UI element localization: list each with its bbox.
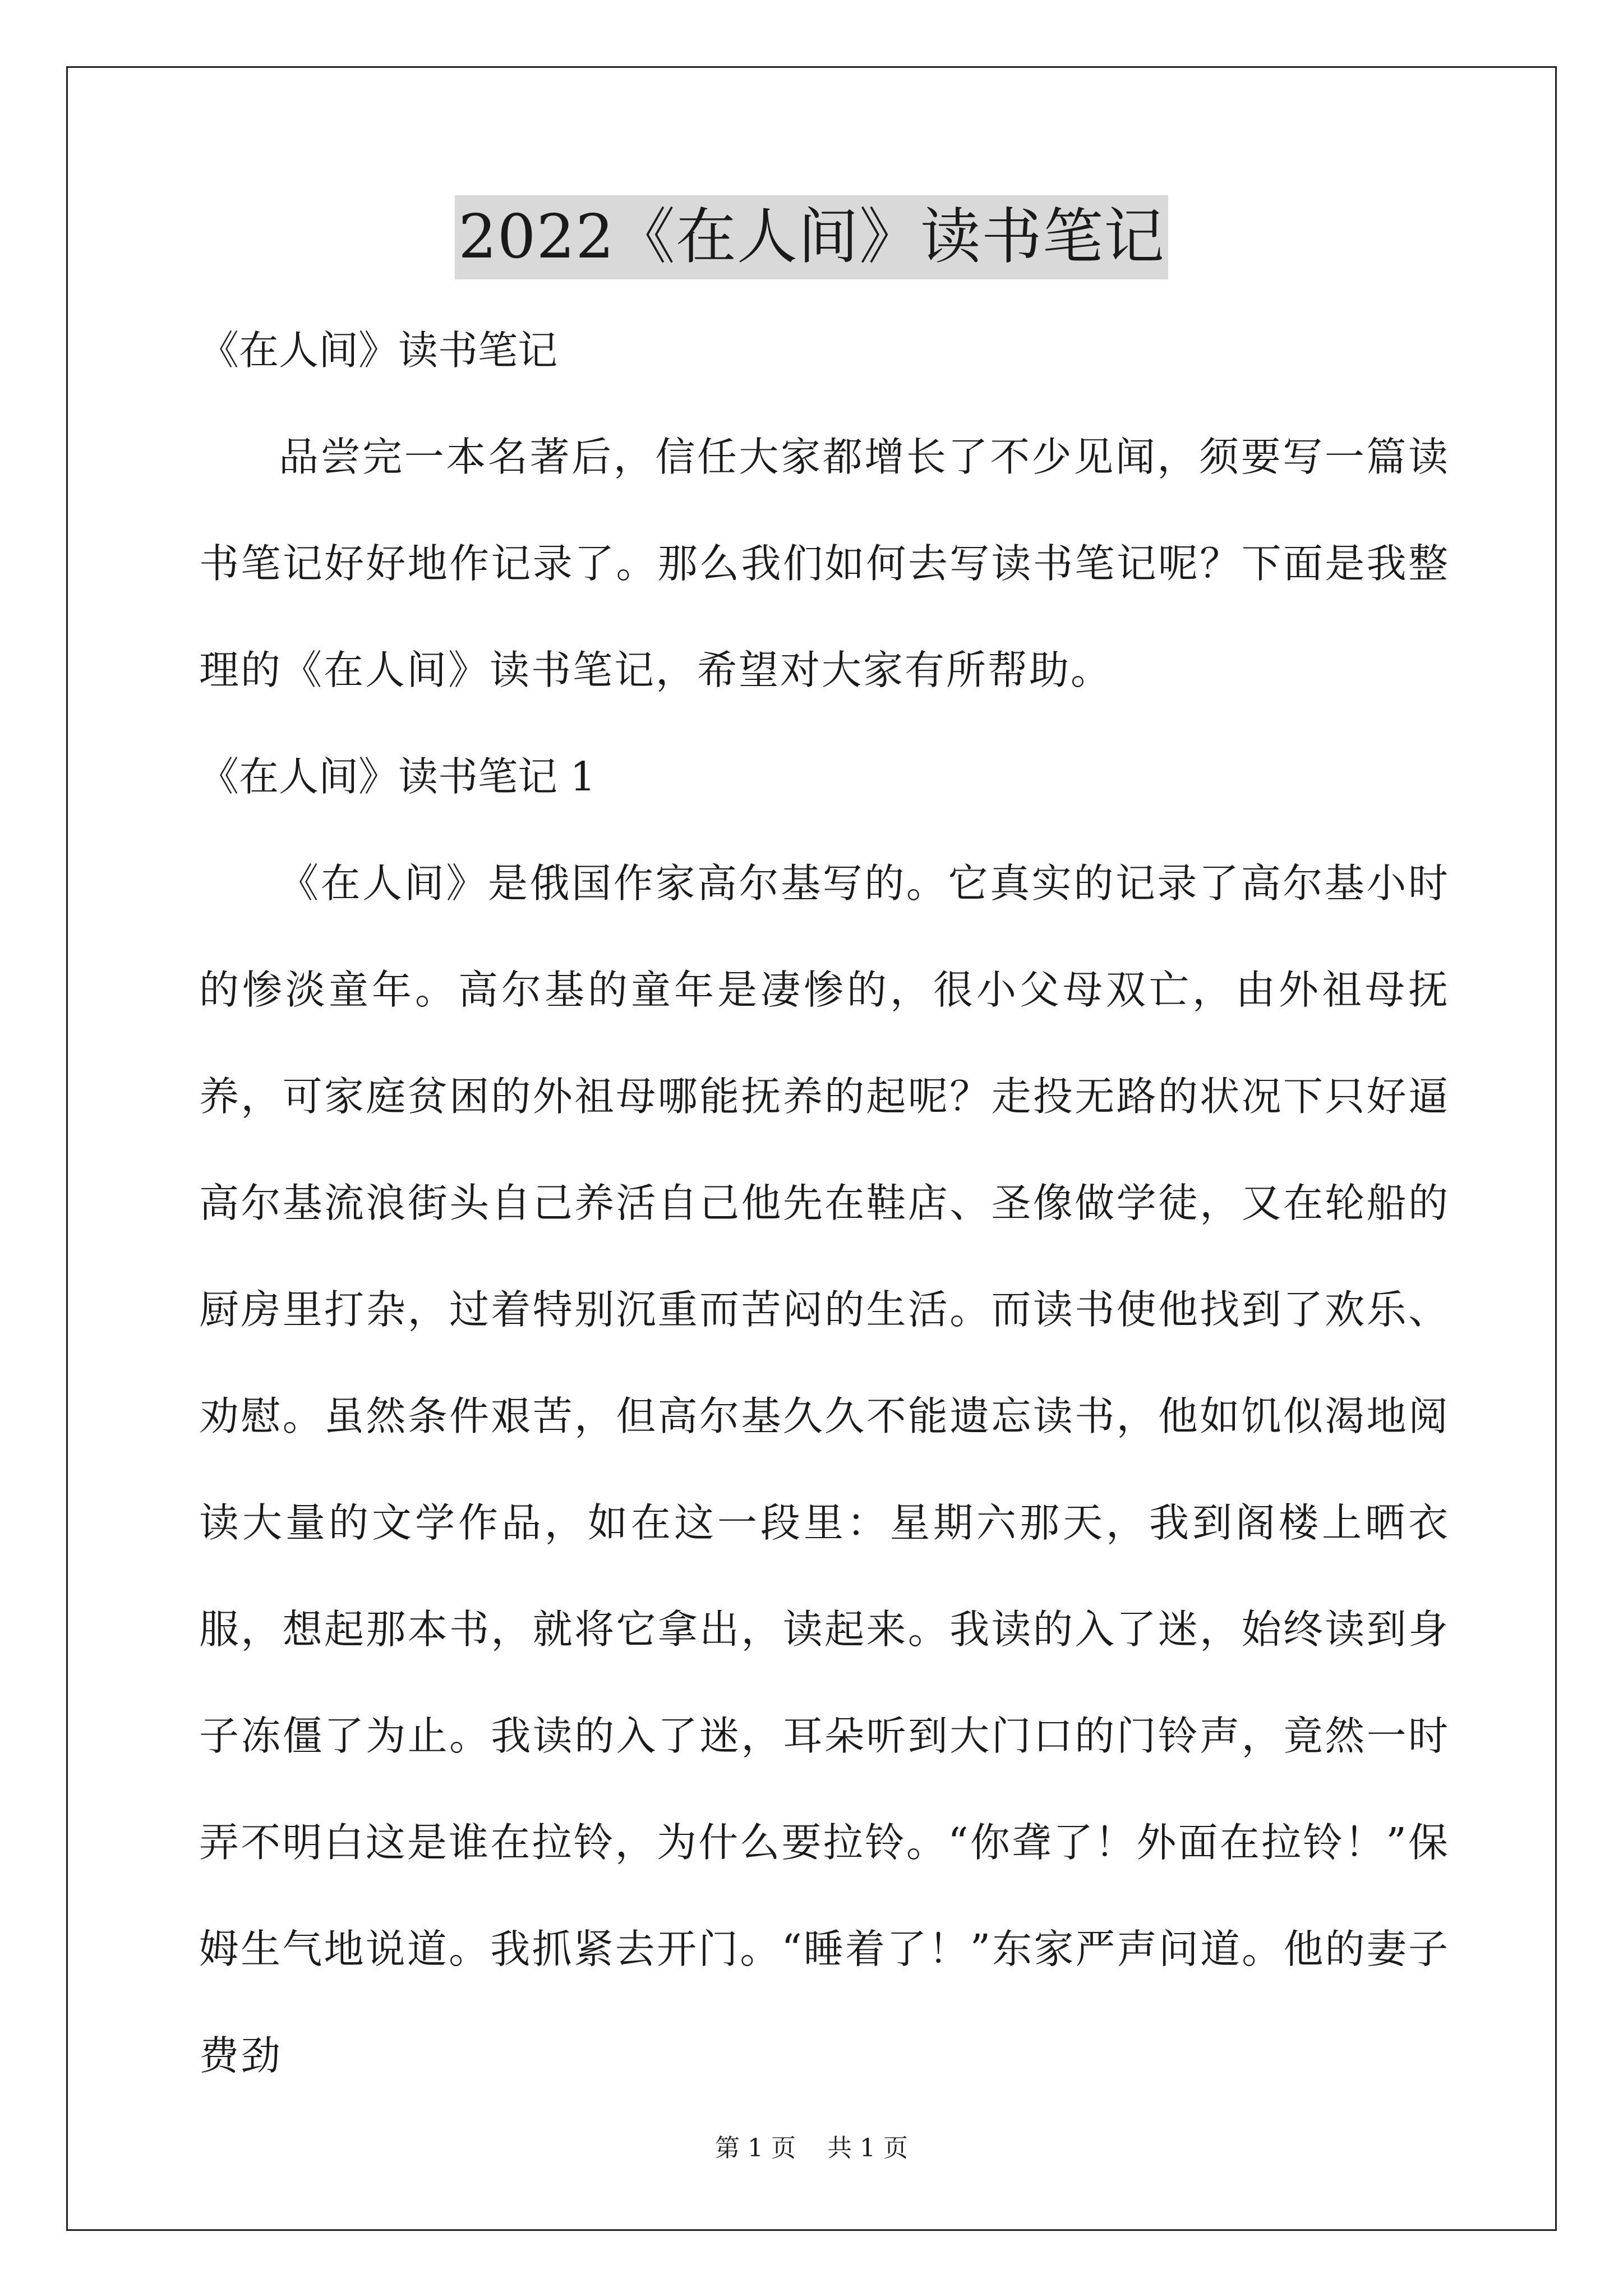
document-title: 2022《在人间》读书笔记 (455, 195, 1168, 279)
document-subtitle: 《在人间》读书笔记 (199, 327, 558, 374)
section-heading: 《在人间》读书笔记 1 (199, 753, 596, 800)
intro-paragraph: 品尝完一本名著后，信任大家都增长了不少见闻，须要写一篇读书笔记好好地作记录了。那么我们如何去写读书笔记呢？下面是我整理的《在人间》读书笔记，希望对大家有所帮助。 (199, 434, 1450, 693)
body-paragraph: 《在人间》是俄国作家高尔基写的。它真实的记录了高尔基小时的惨淡童年。高尔基的童年是凄惨的，很小父母双亡，由外祖母抚养，可家庭贫困的外祖母哪能抚养的起呢？走投无路的状况下只好逼高尔基流浪街头自己养活自己他先在鞋店、圣像做学徒，又在轮船的厨房里打杂，过着特别沉重而苦闷的生活。而读书使他找到了欢乐、劝慰。虽然条件艰苦，但高尔基久久不能遗忘读书，他如饥似渴地阅读大量的文学作品，如在这一段里：星期六那天，我到阁楼上晒衣服，想起那本书，就将它拿出，读起来。我读的入了迷，始终读到身子冻僵了为止。我读的入了迷，耳朵听到大门口的门铃声，竟然一时弄不明白这是谁在拉铃，为什么要拉铃。“你聋了！外面在拉铃！”保姆生气地说道。我抓紧去开门。“睡着了！”东家严声问道。他的妻子费劲 (199, 860, 1450, 2079)
page-total: 共 1 页 (827, 2134, 908, 2162)
document-body (199, 297, 1450, 2109)
page-footer (0, 2132, 1623, 2165)
title-container (0, 195, 1623, 279)
page-number: 第 1 页 (715, 2134, 796, 2162)
